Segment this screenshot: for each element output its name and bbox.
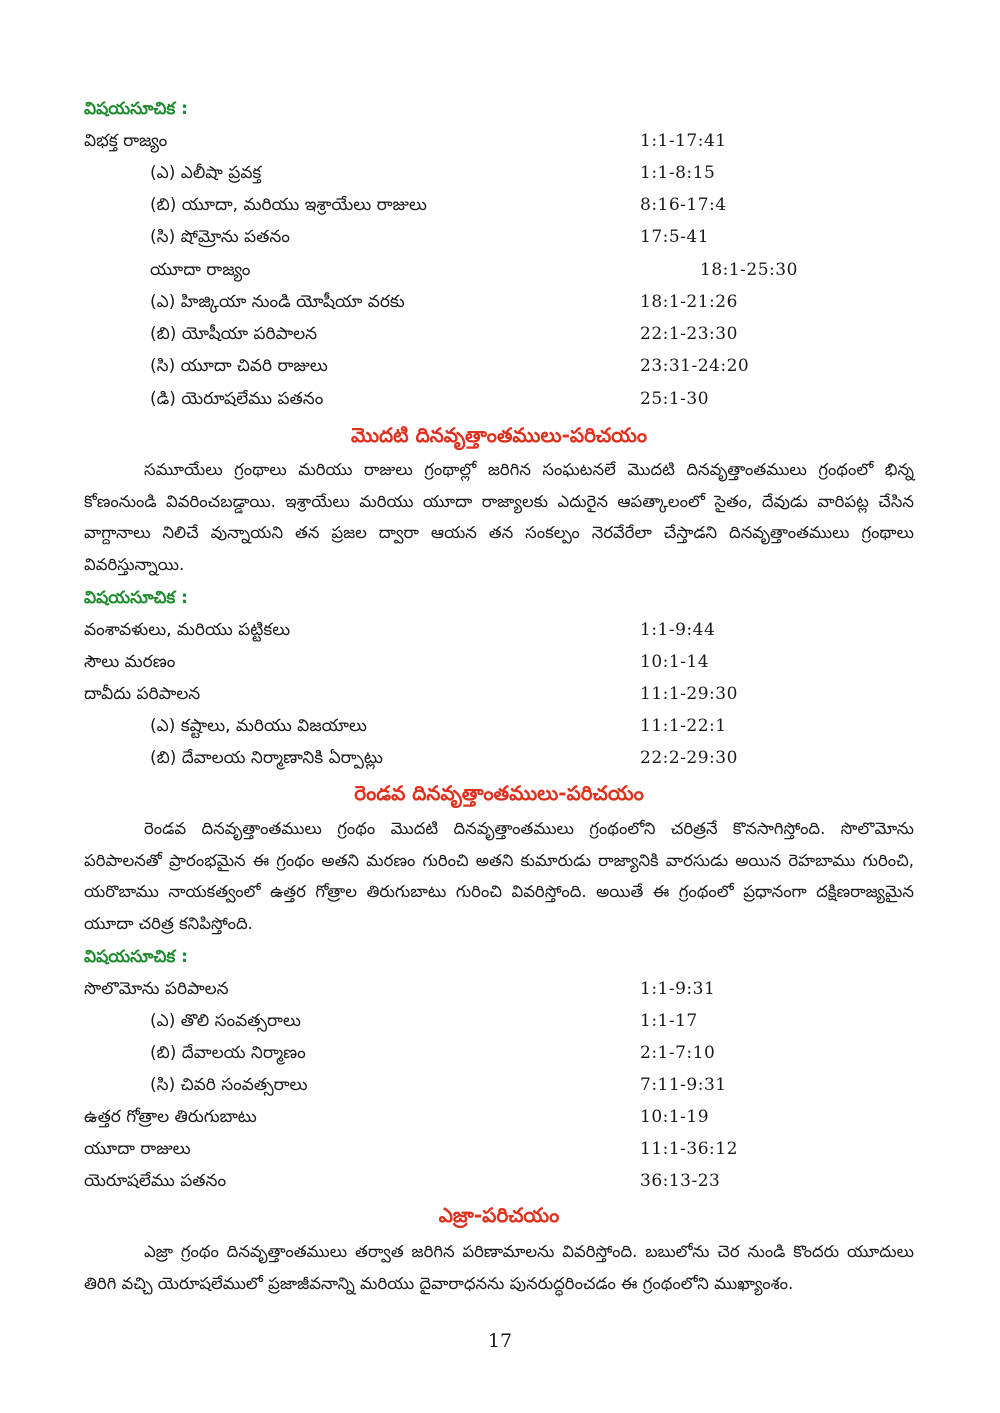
toc-row [84, 614, 914, 646]
toc-row [84, 350, 914, 382]
toc-row-reference: 25:1-30 [640, 389, 710, 409]
toc-row [84, 646, 914, 678]
toc-row-label: యూదా రాజ్యం [150, 260, 251, 280]
toc-heading: విషయసూచిక : [84, 588, 188, 608]
toc-row-reference: 10:1-19 [640, 1107, 710, 1127]
toc-row-label: వంశావళులు, మరియు పట్టికలు [84, 620, 291, 640]
toc-row-reference: 8:16-17:4 [640, 195, 727, 215]
toc-row-reference: 11:1-22:1 [640, 716, 727, 736]
section-paragraph: సమూయేలు గ్రంథాలు మరియు రాజులు గ్రంథాల్లో జరిగిన సంఘటనలే మొదటి దినవృత్తాంతములు గ్రంథంలో భిన్న కోణంనుండి వివరించబడ్డాయి. ఇశ్రాయేలు మరియు యూదా రాజ్యాలకు ఎదురైన ఆపత్కాలంలో సైతం, దేవుడు వారిపట్ల చేసిన వాగ్దానాలు నిలిచే వున్నాయని తన ప్రజల ద్వారా ఆయన తన సంకల్పం నెరవేరేలా చేస్తాడని దినవృత్తాంతములు గ్రంథాలు వివరిస్తున్నాయి. [84, 460, 914, 574]
toc-row [84, 1165, 914, 1197]
toc-row-reference: 1:1-9:31 [640, 979, 716, 999]
section-title: ఎజ్రా-పరిచయం [438, 1203, 560, 1227]
toc-row [84, 710, 914, 742]
toc-row-reference: 11:1-36:12 [640, 1139, 738, 1159]
toc-row-reference: 7:11-9:31 [640, 1075, 727, 1095]
toc-row-label: (ఎ) హిజ్కియా నుండి యోషీయా వరకు [150, 292, 405, 312]
toc-row-label: (సి) యూదా చివరి రాజులు [150, 356, 328, 376]
toc-row [84, 125, 914, 157]
toc-row-label: యూదా రాజులు [84, 1139, 191, 1159]
toc-row-reference: 10:1-14 [640, 652, 710, 672]
toc-row-reference: 11:1-29:30 [640, 684, 738, 704]
section-paragraph: ఎజ్రా గ్రంథం దినవృత్తాంతములు తర్వాత జరిగిన పరిణామాలను వివరిస్తోంది. బబులోను చెర నుండి కొందరు యూదులు తిరిగి వచ్చి యెరూషలేములో ప్రజాజీవనాన్ని మరియు దైవారాధనను పునరుద్ధరించడం ఈ గ్రంథంలోని ముఖ్యాంశం. [84, 1242, 914, 1293]
toc-row-reference: 1:1-8:15 [640, 163, 716, 183]
toc-row-label: (ఎ) కష్టాలు, మరియు విజయాలు [150, 716, 367, 736]
toc-row [84, 1133, 914, 1165]
toc-row-label: (బి) యూదా, మరియు ఇశ్రాయేలు రాజులు [150, 195, 427, 215]
toc-row [84, 189, 914, 221]
toc-row [84, 1069, 914, 1101]
toc-row [84, 1037, 914, 1069]
toc-row-label: (బి) దేవాలయ నిర్మాణానికి ఏర్పాట్లు [150, 748, 383, 768]
toc-row [84, 383, 914, 415]
toc-row-label: ఉత్తర గోత్రాల తిరుగుబాటు [84, 1107, 257, 1127]
toc-row-reference: 22:2-29:30 [640, 748, 738, 768]
toc-heading: విషయసూచిక : [84, 947, 188, 967]
toc-row-label: (సి) షోమ్రోను పతనం [150, 227, 290, 247]
toc-row [84, 742, 914, 774]
toc-row [84, 157, 914, 189]
toc-row-reference: 1:1-17 [640, 1011, 698, 1031]
toc-row-label: సౌలు మరణం [84, 652, 176, 672]
toc-row [84, 1101, 914, 1133]
toc-row-label: (సి) చివరి సంవత్సరాలు [150, 1075, 308, 1095]
toc-row [84, 678, 914, 710]
toc-row-reference: 17:5-41 [640, 227, 710, 247]
toc-row-reference: 18:1-25:30 [700, 260, 798, 280]
toc-row [84, 286, 914, 318]
page-number: 17 [487, 1330, 513, 1352]
toc-row-label: (బి) యోషీయా పరిపాలన [150, 324, 318, 344]
toc-row [84, 221, 914, 253]
section-title: మొదటి దినవృత్తాంతములు-పరిచయం [350, 423, 648, 447]
toc-row-label: (డి) యెరూషలేము పతనం [150, 389, 324, 409]
toc-row-label: (బి) దేవాలయ నిర్మాణం [150, 1043, 306, 1063]
toc-heading: విషయసూచిక : [84, 99, 188, 119]
toc-row-reference: 36:13-23 [640, 1171, 721, 1191]
toc-row-label: యెరూషలేము పతనం [84, 1171, 227, 1191]
toc-row [84, 1005, 914, 1037]
toc-row [84, 318, 914, 350]
toc-row-label: (ఎ) ఎలీషా ప్రవక్త [150, 163, 262, 183]
toc-row-label: సొలొమోను పరిపాలన [84, 979, 229, 999]
toc-row-reference: 1:1-9:44 [640, 620, 716, 640]
toc-row-label: విభక్త రాజ్యం [84, 131, 168, 151]
toc-row-reference: 22:1-23:30 [640, 324, 738, 344]
toc-row-reference: 2:1-7:10 [640, 1043, 716, 1063]
toc-row [84, 254, 914, 286]
toc-row-label: దావీదు పరిపాలన [84, 684, 201, 704]
toc-row-reference: 1:1-17:41 [640, 131, 727, 151]
toc-row [84, 973, 914, 1005]
toc-row-reference: 23:31-24:20 [640, 356, 750, 376]
toc-row-reference: 18:1-21:26 [640, 292, 738, 312]
toc-row-label: (ఎ) తొలి సంవత్సరాలు [150, 1011, 301, 1031]
section-paragraph: రెండవ దినవృత్తాంతములు గ్రంథం మొదటి దినవృత్తాంతములు గ్రంథంలోని చరిత్రనే కొనసాగిస్తోంది. సొలొమోను పరిపాలనతో ప్రారంభమైన ఈ గ్రంథం అతని మరణం గురించి అతని కుమారుడు రాజ్యానికి వారసుడు అయిన రెహబాము గురించి, యరొబాము నాయకత్వంలో ఉత్తర గోత్రాల తిరుగుబాటు గురించి వివరిస్తోంది. అయితే ఈ గ్రంథంలో ప్రధానంగా దక్షిణరాజ్యమైన యూదా చరిత్ర కనిపిస్తోంది. [84, 819, 914, 933]
section-title: రెండవ దినవృత్తాంతములు-పరిచయం [354, 781, 644, 805]
